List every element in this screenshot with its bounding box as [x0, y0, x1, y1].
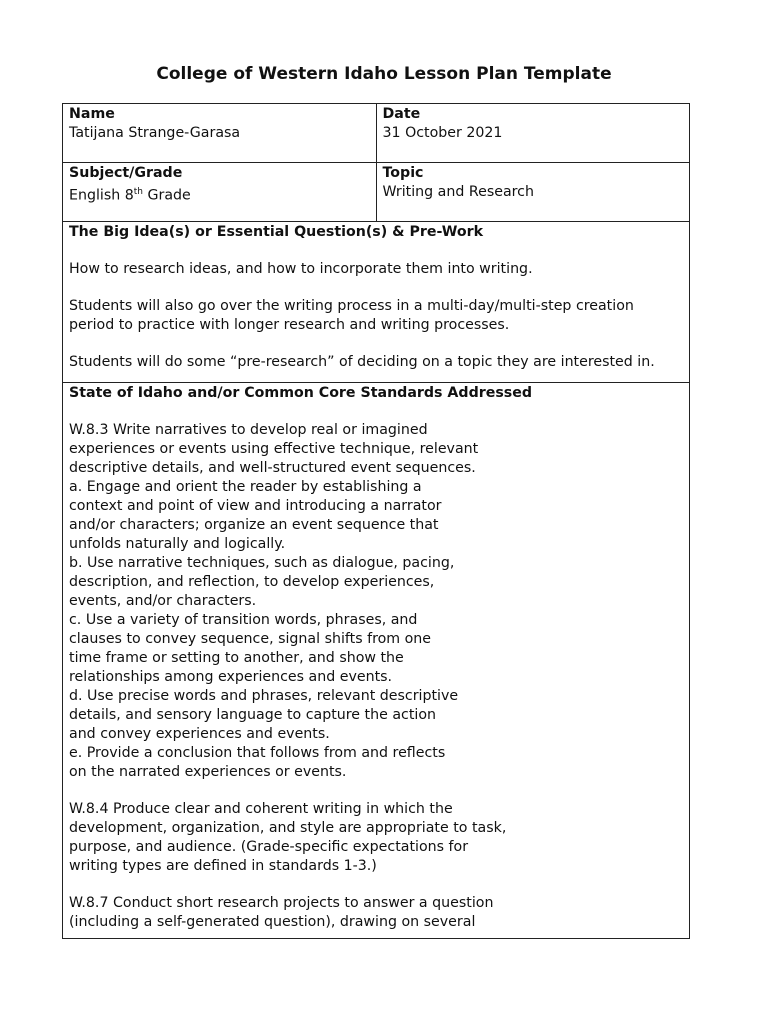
table-row — [63, 222, 690, 383]
table-row — [63, 104, 690, 163]
subject-cell — [63, 163, 377, 222]
table-row — [63, 383, 690, 939]
subject-value — [69, 183, 370, 206]
subject-superscript: th — [133, 187, 143, 197]
big-idea-paragraph: Students will do some “pre-research” of deciding on a topic they are interested in. — [69, 354, 655, 370]
standard-w83: W.8.3 Write narratives to develop real or imagined experiences or events using effective technique, relevant descriptive details, and well-structured event sequences. a. Engage and orient the reader by establishing a context and point of view and introducing a narrator and/or characters; organize an event sequence that unfolds naturally and logically. b. Use narrative techniques, such as dialogue, pacing, description, and reflection, to develop experiences, events, and/or characters. c. Use a variety of transition words, phrases, and clauses to convey sequence, signal shifts from one time frame or setting to another, and show the relationships among experiences and events. d. Use precise words and phrases, relevant descriptive details, and sensory language to capture the action and convey experiences and events. e. Provide a conclusion that follows from and reflects on the narrated experiences or events. — [69, 422, 479, 780]
date-label: Date — [382, 106, 421, 122]
table-row — [63, 163, 690, 222]
big-idea-cell — [63, 222, 690, 383]
date-cell — [376, 104, 690, 163]
lesson-plan-table — [62, 103, 690, 939]
topic-label: Topic — [382, 165, 424, 181]
subject-prefix: English 8 — [69, 187, 134, 204]
big-idea-heading: The Big Idea(s) or Essential Question(s) & Pre-Work — [69, 224, 484, 240]
big-idea-paragraph: Students will also go over the writing process in a multi-day/multi-step creation period to practice with longer research and writing processes. — [69, 298, 634, 333]
topic-value: Writing and Research — [382, 184, 534, 200]
standards-cell — [63, 383, 690, 939]
subject-label: Subject/Grade — [69, 165, 183, 181]
name-value: Tatijana Strange-Garasa — [69, 125, 241, 141]
document-title: College of Western Idaho Lesson Plan Template — [156, 64, 612, 84]
name-cell — [63, 104, 377, 163]
topic-cell — [376, 163, 690, 222]
standard-w84: W.8.4 Produce clear and coherent writing in which the development, organization, and style are appropriate to task, purpose, and audience. (Grade-specific expectations for writing types are defined in standards 1-3.) — [69, 801, 507, 874]
standard-w87: W.8.7 Conduct short research projects to answer a question (including a self-generated question), drawing on several — [69, 895, 494, 930]
name-label: Name — [69, 106, 115, 122]
subject-suffix: Grade — [143, 187, 191, 204]
date-value: 31 October 2021 — [382, 125, 503, 141]
big-idea-paragraph: How to research ideas, and how to incorporate them into writing. — [69, 261, 533, 277]
standards-heading: State of Idaho and/or Common Core Standards Addressed — [69, 385, 533, 401]
